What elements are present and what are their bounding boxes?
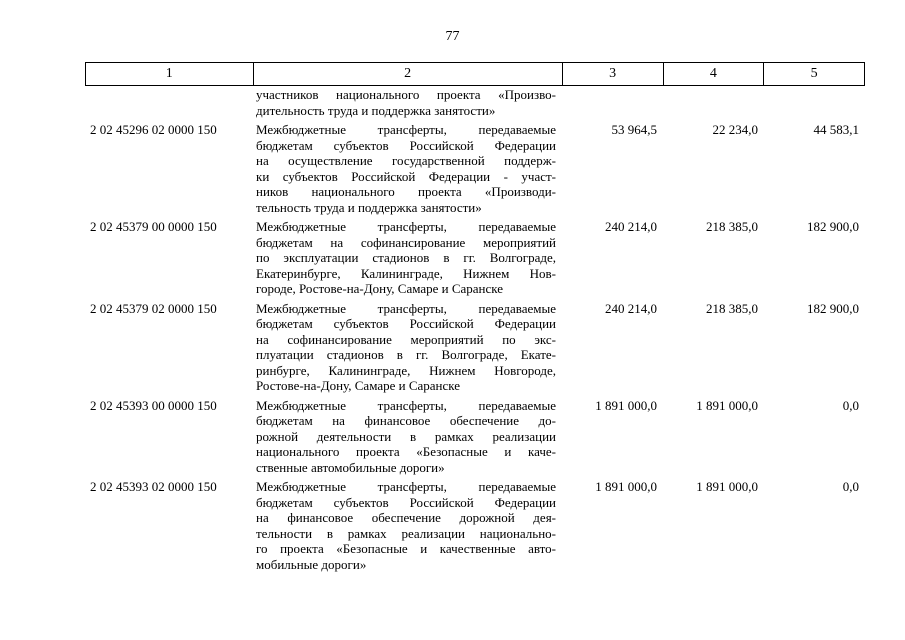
header-col-3: 3	[562, 63, 663, 85]
row-name-line: бюджетам на софинансирование мероприятий	[256, 234, 556, 250]
row-value-v4: 1 891 000,0	[696, 397, 758, 413]
row-code: 2 02 45379 02 0000 150	[90, 300, 217, 316]
row-name-line: плуатации стадионов в гг. Волгограде, Екате-	[256, 347, 556, 362]
row-name-line: тельность труда и поддержка занятости»	[256, 199, 482, 215]
row-name-line: ников национального проекта «Производи-	[256, 184, 556, 199]
row-name-line: Межбюджетные трансферты, передаваемые	[256, 300, 556, 316]
header-col-5: 5	[763, 63, 864, 85]
table-row	[85, 301, 865, 394]
row-value-v3: 240 214,0	[605, 219, 657, 234]
row-value-v4: 22 234,0	[712, 122, 758, 137]
table-row	[85, 219, 865, 297]
row-name-line: Межбюджетные трансферты, передаваемые	[256, 219, 556, 234]
row-name	[252, 219, 562, 297]
row-name-line: Ростове-на-Дону, Самаре и Саранске	[256, 378, 461, 393]
header-col-1: 1	[165, 66, 173, 81]
header-col-4: 4	[663, 63, 764, 85]
row-name-line: дительность труда и поддержка занятости»	[256, 102, 496, 118]
row-value-v3: 240 214,0	[605, 300, 657, 316]
row-name-line: Екатеринбурге, Калининграде, Нижнем Нов-	[256, 265, 556, 281]
row-name-line: бюджетам субъектов Российской Федерации	[256, 494, 556, 510]
row-code: 2 02 45393 00 0000 150	[90, 397, 217, 413]
row-value-v4	[663, 87, 764, 118]
row-name-line: мобильные дороги»	[256, 556, 367, 572]
row-name-line: национального проекта «Безопасные и каче-	[256, 444, 556, 459]
row-name-line: ки субъектов Российской Федерации - участ-	[256, 168, 556, 184]
row-value-v5: 182 900,0	[807, 219, 859, 234]
row-name-line: го проекта «Безопасные и качественные авто-	[256, 541, 556, 556]
row-value-v5	[764, 87, 865, 118]
table-row	[85, 122, 865, 215]
row-name-line: тельности в рамках реализации национально-	[256, 525, 556, 541]
row-value-v5: 0,0	[842, 397, 859, 413]
table-row	[85, 479, 865, 572]
row-code: 2 02 45296 02 0000 150	[90, 122, 217, 137]
row-code: 2 02 45379 00 0000 150	[90, 219, 217, 234]
row-name-line: на софинансирование мероприятий по экс-	[256, 331, 556, 347]
row-code: 2 02 45393 02 0000 150	[90, 479, 217, 494]
row-value-v5: 0,0	[842, 479, 859, 494]
table-row	[85, 87, 865, 118]
row-name-line: бюджетам субъектов Российской Федерации	[256, 316, 556, 331]
row-name	[252, 479, 562, 572]
row-value-v4: 1 891 000,0	[696, 479, 758, 494]
row-value-v5: 44 583,1	[813, 122, 859, 137]
page-number: 77	[445, 29, 460, 44]
row-value-v3: 1 891 000,0	[595, 479, 657, 494]
row-name-line: Межбюджетные трансферты, передаваемые	[256, 479, 556, 494]
row-name-line: участников национального проекта «Произво-	[256, 87, 556, 102]
row-name-line: городе, Ростове-на-Дону, Самаре и Саранске	[256, 281, 504, 296]
row-value-v3	[562, 87, 663, 118]
row-value-v3: 1 891 000,0	[595, 397, 657, 413]
row-name-line: рожной деятельности в рамках реализации	[256, 428, 556, 444]
row-name-line: по эксплуатации стадионов в гг. Волгограде,	[256, 250, 556, 265]
row-name-line: бюджетам на финансовое обеспечение до-	[256, 413, 556, 428]
row-value-v3: 53 964,5	[611, 122, 657, 137]
row-name-line: на финансовое обеспечение дорожной дея-	[256, 510, 556, 525]
table-header	[85, 62, 865, 86]
row-value-v4: 218 385,0	[706, 219, 758, 234]
table-row	[85, 398, 865, 476]
row-value-v5: 182 900,0	[807, 300, 859, 316]
row-name-line: на осуществление государственной поддерж-	[256, 153, 556, 168]
row-name-line: Межбюджетные трансферты, передаваемые	[256, 122, 556, 137]
row-name-line: ринбурге, Калининграде, Нижнем Новгороде,	[256, 362, 556, 378]
row-name	[252, 87, 562, 118]
table-body	[85, 87, 865, 576]
row-name	[252, 398, 562, 476]
row-name-line: ственные автомобильные дороги»	[256, 459, 445, 475]
row-value-v4: 218 385,0	[706, 300, 758, 316]
row-code	[85, 87, 252, 118]
header-col-2: 2	[253, 63, 562, 85]
row-name-line: бюджетам субъектов Российской Федерации	[256, 137, 556, 153]
row-name-line: Межбюджетные трансферты, передаваемые	[256, 397, 556, 413]
row-name	[252, 301, 562, 394]
row-name	[252, 122, 562, 215]
